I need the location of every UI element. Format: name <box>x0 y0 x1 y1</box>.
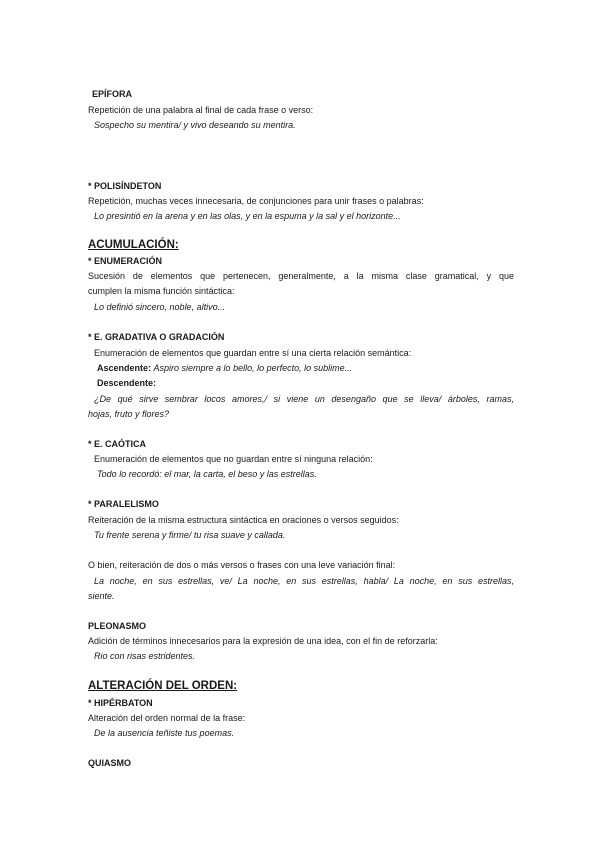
hiperbaton-definition: Alteración del orden normal de la frase: <box>88 713 246 723</box>
polisindeton-title: * POLISÍNDETON <box>88 181 162 191</box>
ascendente-label: Ascendente: <box>97 363 152 373</box>
hiperbaton-example: De la ausencia teñiste tus poemas. <box>94 728 235 738</box>
descendente-label: Descendente: <box>97 378 157 388</box>
acumulacion-heading: ACUMULACIÓN: <box>88 239 179 251</box>
gradativa-title: * E. GRADATIVA O GRADACIÓN <box>88 332 225 342</box>
quiasmo-title: QUIASMO <box>88 758 132 768</box>
epifora-title: EPÍFORA <box>92 89 133 99</box>
descendente-example-line1: ¿De qué sirve sembrar locos amores,/ si viene un desengaño que se lleva/ árboles, ramas, <box>94 394 514 404</box>
paralelismo-title: * PARALELISMO <box>88 499 159 509</box>
paralelismo-definition: Reiteración de la misma estructura sintáctica en oraciones o versos seguidos: <box>88 515 399 525</box>
enumeracion-definition-line2: cumplen la misma función sintáctica: <box>88 286 235 296</box>
alteracion-heading: ALTERACIÓN DEL ORDEN: <box>88 680 238 692</box>
descendente-example-line2: hojas, fruto y flores? <box>88 409 170 419</box>
hiperbaton-title: * HIPÉRBATON <box>88 698 153 708</box>
caotica-example: Todo lo recordó: el mar, la carta, el beso y las estrellas. <box>97 469 317 479</box>
pleonasmo-example: Rio con risas estridentes. <box>94 651 196 661</box>
caotica-definition: Enumeración de elementos que no guardan entre sí ninguna relación: <box>94 454 373 464</box>
polisindeton-definition: Repetición, muchas veces innecesaria, de conjunciones para unir frases o palabras: <box>88 196 424 206</box>
enumeracion-title: * ENUMERACIÓN <box>88 256 163 266</box>
epifora-example: Sospecho su mentira/ y vivo deseando su mentira. <box>94 120 296 130</box>
pleonasmo-definition: Adición de términos innecesarios para la expresión de una idea, con el fin de reforzarla: <box>88 636 438 646</box>
gradativa-ascendente <box>97 362 352 374</box>
enumeracion-definition-line1: Sucesión de elementos que pertenecen, generalmente, a la misma clase gramatical, y que <box>88 271 514 281</box>
epifora-definition: Repetición de una palabra al final de cada frase o verso: <box>88 105 314 115</box>
paralelismo-example: Tu frente serena y firme/ tu risa suave y callada. <box>94 530 286 540</box>
paralelismo-definition-2: O bien, reiteración de dos o más versos o frases con una leve variación final: <box>88 560 396 570</box>
caotica-title: * E. CAÓTICA <box>88 439 147 449</box>
enumeracion-example: Lo definió sincero, noble, altivo... <box>94 302 226 312</box>
gradativa-definition: Enumeración de elementos que guardan entre sí una cierta relación semántica: <box>94 348 412 358</box>
paralelismo-example-2-line2: siente. <box>88 591 115 601</box>
ascendente-example: Aspiro siempre a lo bello, lo perfecto, lo sublime... <box>153 363 353 373</box>
polisindeton-example: Lo presintió en la arena y en las olas, y en la espuma y la sal y el horizonte... <box>94 211 401 221</box>
pleonasmo-title: PLEONASMO <box>88 621 147 631</box>
paralelismo-example-2-line1: La noche, en sus estrellas, ve/ La noche, en sus estrellas, habla/ La noche, en sus estrellas, <box>94 576 514 586</box>
